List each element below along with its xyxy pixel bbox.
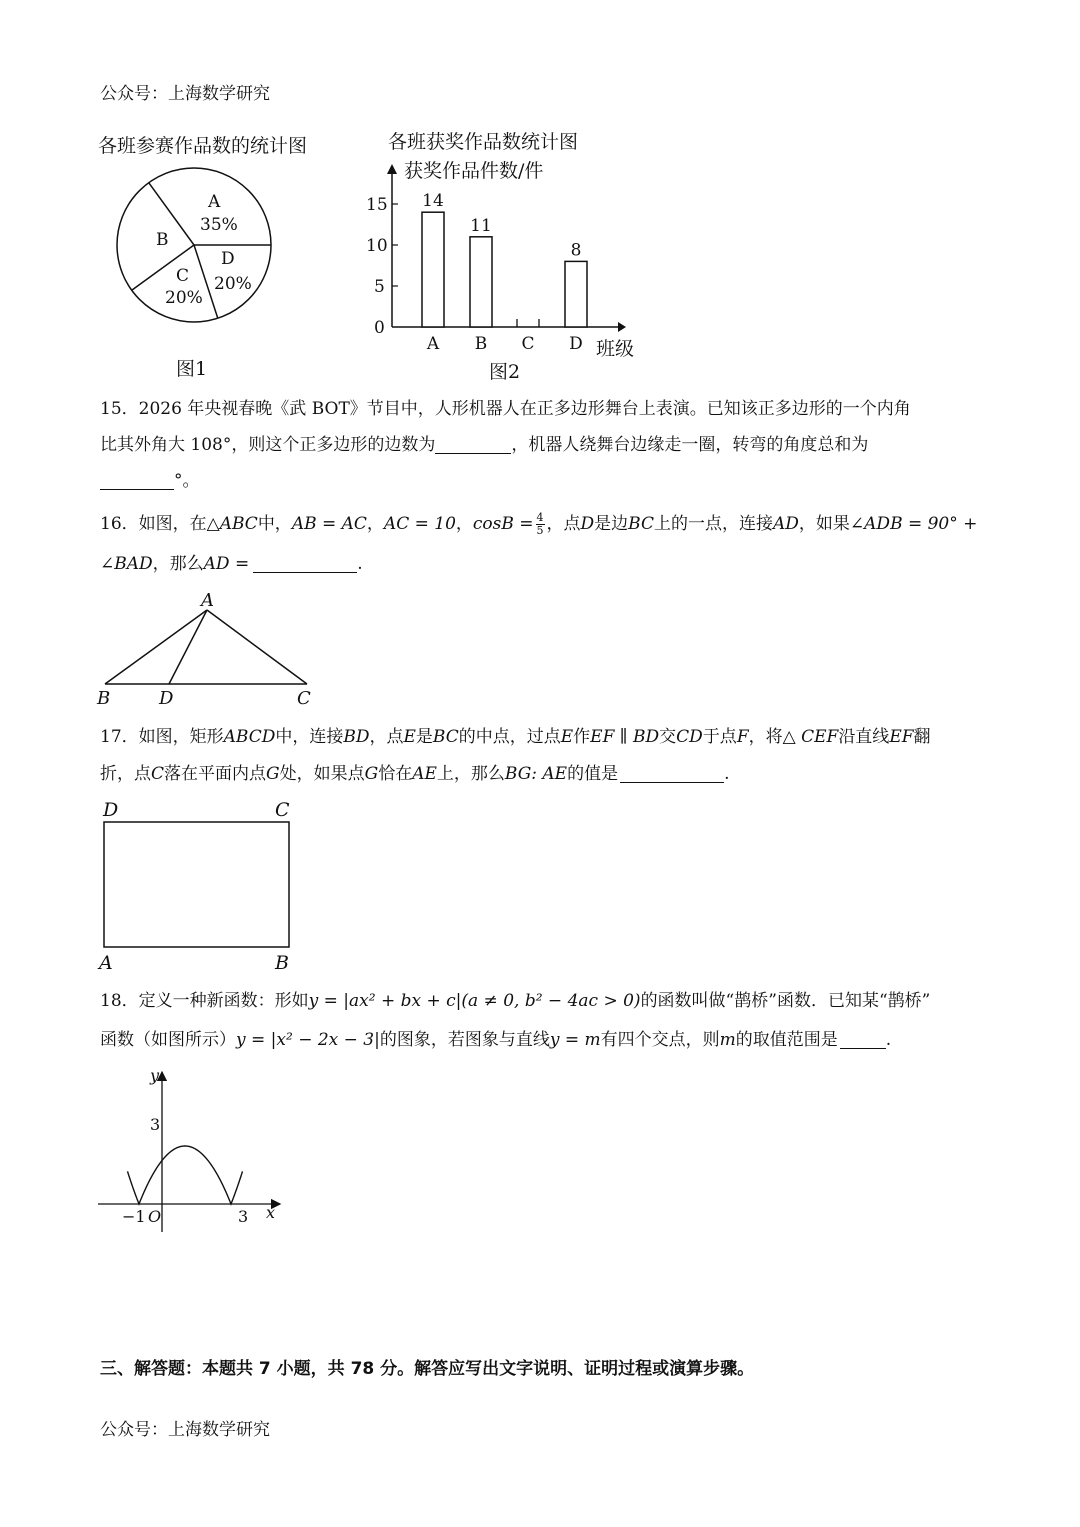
q18-line1-runs — [100, 991, 930, 1011]
bar-x-arrow — [618, 322, 626, 332]
q17-l1-run-14: 于点 — [702, 727, 737, 747]
fig1-pie-chart — [110, 165, 280, 330]
q16-t8: ，如果∠ — [798, 514, 865, 534]
q18-line1 — [100, 990, 930, 1012]
q17-l2-run-3: G — [266, 764, 280, 784]
fig2-bar-chart — [360, 150, 650, 375]
bar-value-label-D: 8 — [570, 240, 582, 261]
q17-l1-run-2: 中，连接 — [275, 727, 344, 747]
q16-label-b: B — [97, 688, 111, 709]
section3-heading: 三、解答题：本题共 7 小题，共 78 分。解答应写出文字说明、证明过程或演算步骤。 — [100, 1359, 755, 1379]
q17-line2-runs — [100, 764, 618, 784]
bar-y-arrow — [387, 164, 397, 174]
q18-l1-run-2: 的函数叫做“鹊桥”函数．已知某“鹊桥” — [640, 991, 931, 1011]
q18-l2-run-6: 的取值范围是 — [735, 1030, 838, 1050]
pie-pct-d: 20% — [214, 274, 252, 294]
q17-l2-run-1: C — [151, 764, 165, 784]
q16-l2a: ∠ — [100, 554, 115, 574]
q18-l2-run-0: 函数（如图所示） — [100, 1030, 236, 1050]
q18-l2-run-2: 的图象，若图象与直线 — [379, 1030, 550, 1050]
q17-l1-run-9: E — [560, 727, 574, 747]
q15-line2a: 比其外角大 108°，则这个正多边形的边数为 — [100, 435, 436, 455]
pie-label-b: B — [156, 230, 169, 250]
q18-l2-run-5: m — [719, 1030, 736, 1050]
q16-ad: AD — [772, 514, 799, 534]
q17-l1-run-4: ，点 — [369, 727, 404, 747]
bar-ytick-label-15: 15 — [366, 195, 388, 215]
q18-l2-run-3: y = m — [549, 1030, 601, 1050]
q18-l2-run-4: 有四个交点，则 — [600, 1030, 720, 1050]
q17-label-a: A — [99, 952, 113, 974]
bar-value-label-A: 14 — [422, 191, 444, 212]
q17-label-d: D — [103, 799, 119, 821]
q16-t4: ， — [455, 514, 473, 534]
q17-l1-run-16: ，将△ — [748, 727, 802, 747]
q17-rect-abcd — [104, 822, 289, 947]
q16-triangle-figure — [95, 588, 325, 710]
q18-function-curve — [128, 1146, 243, 1204]
q17-line2 — [100, 763, 730, 785]
bar-ytick-label-10: 10 — [366, 236, 388, 256]
q15-line2 — [100, 434, 868, 456]
q15-line2b: ，机器人绕舞台边缘走一圈，转弯的角度总和为 — [511, 435, 869, 455]
pie-pct-c: 20% — [165, 288, 203, 308]
q17-l1-run-0: 17．如图，矩形 — [100, 727, 224, 747]
q16-t3: ， — [366, 514, 384, 534]
q16-t5: ，点 — [546, 514, 581, 534]
fig1-title: 各班参赛作品数的统计图 — [98, 135, 308, 157]
q17-l1-run-3: BD — [343, 727, 370, 747]
pie-pct-a: 35% — [200, 215, 238, 235]
q16-eq1: AB = AC — [291, 514, 367, 534]
q15-blank2[interactable] — [100, 471, 174, 490]
q18-line2-runs — [100, 1030, 838, 1050]
bar-ytick-label-5: 5 — [374, 277, 385, 297]
q17-l1-run-20: 翻 — [913, 727, 931, 747]
fig2-title: 各班获奖作品数统计图 — [388, 131, 579, 153]
bar-value-label-B: 11 — [470, 215, 492, 236]
pie-label-d: D — [221, 249, 235, 269]
q16-l2d: . — [357, 554, 363, 574]
bar-D — [565, 261, 587, 327]
q17-line1 — [100, 726, 931, 748]
bar-marks — [366, 164, 634, 360]
q17-l2-run-9: BG: AE — [504, 764, 568, 784]
q18-l1-run-1: y = |ax² + bx + c|(a ≠ 0, b² − 4ac > 0) — [308, 991, 641, 1011]
q16-blank[interactable] — [253, 554, 357, 573]
bar-A — [422, 212, 444, 327]
bar-ytick-label-0: 0 — [374, 318, 385, 338]
q16-t6: 是边 — [594, 514, 629, 534]
q18-label-x: x — [266, 1203, 276, 1222]
q17-l2-run-8: 上，那么 — [436, 764, 505, 784]
q17-l2-run-4: 处，如果点 — [279, 764, 365, 784]
fig1-caption: 图1 — [176, 358, 208, 380]
q16-l2c: AD = — [203, 554, 250, 574]
q17-label-c: C — [275, 799, 290, 821]
q17-l2-run-7: AE — [412, 764, 437, 784]
q17-l2-run-0: 折，点 — [100, 764, 151, 784]
bar-category-D: D — [569, 334, 583, 354]
q17-label-b: B — [275, 952, 289, 974]
fig2-caption: 图2 — [489, 361, 521, 383]
q16-line1 — [100, 510, 977, 538]
q18-label-o: O — [148, 1207, 162, 1226]
q17-l1-run-7: BC — [432, 727, 459, 747]
q16-l2b: ，那么 — [152, 554, 204, 574]
bar-B — [470, 237, 492, 327]
page-footer: 公众号：上海数学研究 — [100, 1420, 270, 1440]
q16-d: D — [580, 514, 595, 534]
q16-t1: 16．如图，在△ — [100, 514, 220, 534]
q17-l1-run-19: EF — [889, 727, 914, 747]
q16-line2 — [100, 553, 363, 575]
q17-blank[interactable] — [620, 764, 724, 783]
q17-end: . — [724, 764, 730, 784]
q18-l2-run-1: y = |x² − 2x − 3| — [236, 1030, 380, 1050]
q16-bc: BC — [628, 514, 654, 534]
q15-line3-text: °。 — [174, 471, 200, 491]
q16-label-d: D — [159, 688, 174, 709]
q18-label-neg1: −1 — [122, 1207, 146, 1226]
bar-category-B: B — [474, 334, 488, 354]
q18-blank[interactable] — [840, 1030, 886, 1049]
page-header: 公众号：上海数学研究 — [100, 84, 270, 104]
q16-t2: 中， — [257, 514, 292, 534]
q17-l1-run-1: ABCD — [223, 727, 276, 747]
q18-label-y: y — [150, 1066, 160, 1085]
q18-label-3x: 3 — [238, 1207, 249, 1226]
q15-line3 — [100, 470, 200, 492]
q17-l2-run-10: 的值是 — [567, 764, 619, 784]
q16-eq3: ADB = 90° + — [864, 514, 978, 534]
q16-eq2: AC = 10 — [383, 514, 456, 534]
fig2-ylabel: 获奖作品件数/件 — [404, 160, 544, 182]
q17-l1-run-10: 作 — [573, 727, 591, 747]
pie-label-c: C — [176, 266, 190, 286]
q16-seg-ab — [105, 610, 207, 684]
q17-l2-run-2: 落在平面内点 — [164, 764, 267, 784]
q17-l1-run-18: 沿直线 — [838, 727, 890, 747]
q15-blank1[interactable] — [435, 435, 511, 454]
q17-l2-run-5: G — [364, 764, 379, 784]
pie-label-a: A — [208, 192, 221, 212]
q16-label-c: C — [297, 688, 311, 709]
q17-l1-run-11: EF ∥ BD — [590, 727, 660, 747]
q16-abc: ABC — [219, 514, 258, 534]
q16-label-a: A — [201, 590, 214, 611]
q18-label-3y: 3 — [150, 1115, 161, 1134]
q16-fraction — [536, 512, 545, 537]
q17-l1-run-8: 的中点，过点 — [458, 727, 561, 747]
q16-cos: cosB = — [472, 514, 534, 534]
q16-seg-ad — [169, 610, 207, 684]
q16-seg-ac — [207, 610, 307, 684]
q18-graph-figure — [92, 1062, 292, 1242]
q16-bad: BAD — [114, 554, 153, 574]
q17-line1-runs — [100, 727, 931, 747]
q17-l1-run-15: F — [736, 727, 749, 747]
q16-frac-num: 4 — [536, 510, 544, 524]
q18-l1-run-0: 18．定义一种新函数：形如 — [100, 991, 309, 1011]
bar-category-C: C — [521, 334, 535, 354]
q17-l1-run-5: E — [403, 727, 416, 747]
q16-t7: 上的一点，连接 — [653, 514, 773, 534]
q17-l2-run-6: 恰在 — [378, 764, 413, 784]
q17-l1-run-6: 是 — [415, 727, 433, 747]
q15-line1: 15．2026 年央视春晚《武 BOT》节目中，人形机器人在正多边形舞台上表演。已知该正多边形的一个内角 — [100, 399, 911, 419]
q16-frac-den: 5 — [536, 523, 544, 537]
q17-l1-run-17: CEF — [801, 727, 839, 747]
q17-rectangle-figure — [95, 795, 305, 975]
bar-xlabel: 班级 — [596, 338, 635, 360]
q17-l1-run-13: CD — [676, 727, 703, 747]
q18-line2 — [100, 1029, 891, 1051]
q17-l1-run-12: 交 — [659, 727, 677, 747]
bar-category-A: A — [426, 334, 440, 354]
q18-end: . — [885, 1030, 892, 1050]
